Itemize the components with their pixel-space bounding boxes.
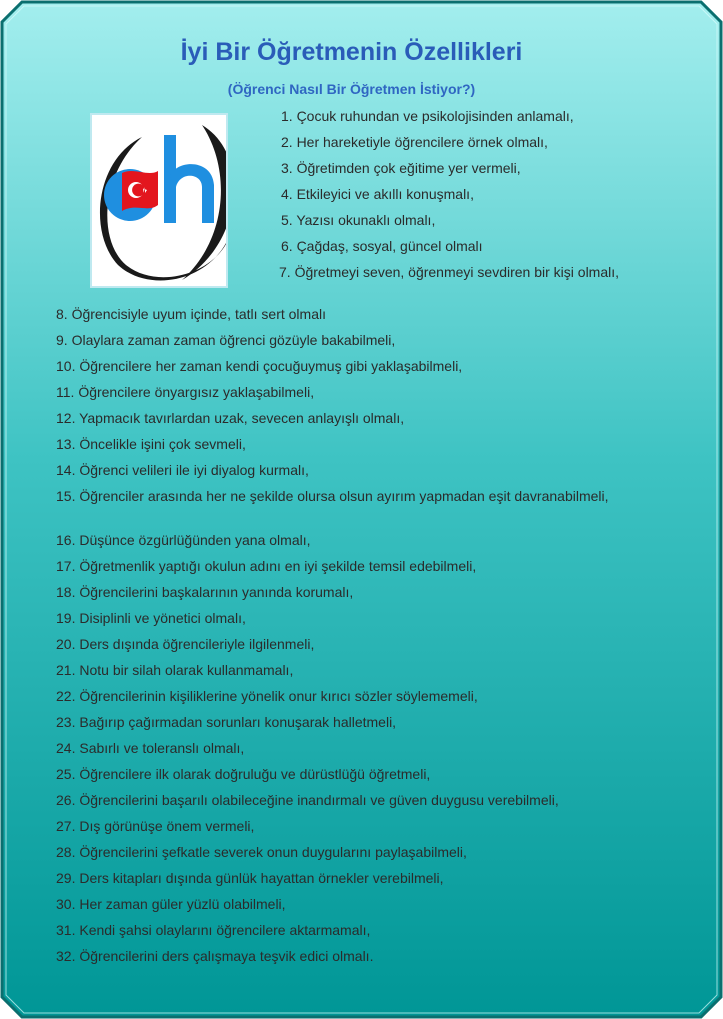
list-item: 3. Öğretimden çok eğitime yer vermeli, [281,160,521,176]
list-item: 25. Öğrencilere ilk olarak doğruluğu ve dürüstlüğü öğretmeli, [56,766,431,782]
list-item: 24. Sabırlı ve toleranslı olmalı, [56,740,245,756]
list-item: 28. Öğrencilerini şefkatle severek onun duygularını paylaşabilmeli, [56,844,467,860]
list-item: 13. Öncelikle işini çok sevmeli, [56,436,246,452]
list-item: 4. Etkileyici ve akıllı konuşmalı, [281,186,474,202]
list-item: 26. Öğrencilerini başarılı olabileceğine inandırmalı ve güven duygusu verebilmeli, [56,792,559,808]
list-item: 20. Ders dışında öğrencileriyle ilgilenmeli, [56,636,315,652]
list-item-text: 15. Öğrenciler arasında her ne şekilde olursa olsun ayırım yapmadan eşit davranabilmeli, [56,488,609,504]
page-title: İyi Bir Öğretmenin Özellikleri [180,38,523,66]
list-item: 31. Kendi şahsi olaylarını öğrencilere aktarmamalı, [56,922,371,938]
page-subtitle: (Öğrenci Nasıl Bir Öğretmen İstiyor?) [227,81,476,97]
list-item: 2. Her hareketiyle öğrencilere örnek olmalı, [281,134,548,150]
list-item: 29. Ders kitapları dışında günlük hayattan örnekler verebilmeli, [56,870,444,886]
list-item [56,487,648,505]
list-item: 23. Bağırıp çağırmadan sorunları konuşarak halletmeli, [56,714,397,730]
list-item: 11. Öğrencilere önyargısız yaklaşabilmeli, [56,384,315,400]
list-item: 7. Öğretmeyi seven, öğrenmeyi sevdiren bir kişi olmalı, [279,264,620,280]
list-item: 9. Olaylara zaman zaman öğrenci gözüyle bakabilmeli, [56,332,396,348]
list-item: 8. Öğrencisiyle uyum içinde, tatlı sert olmalı [56,306,326,322]
list-item: 1. Çocuk ruhundan ve psikolojisinden anlamalı, [281,108,574,124]
list-item: 19. Disiplinli ve yönetici olmalı, [56,610,246,626]
list-item: 27. Dış görünüşe önem vermeli, [56,818,255,834]
list-item: 5. Yazısı okunaklı olmalı, [281,212,436,228]
list-item: 32. Öğrencilerini ders çalışmaya teşvik edici olmalı. [56,948,374,964]
list-item: 22. Öğrencilerinin kişiliklerine yönelik onur kırıcı sözler söylememeli, [56,688,478,704]
logo-image [90,113,228,288]
list-item: 12. Yapmacık tavırlardan uzak, sevecen anlayışlı olmalı, [56,410,405,426]
list-item: 21. Notu bir silah olarak kullanmamalı, [56,662,294,678]
list-item: 18. Öğrencilerini başkalarının yanında korumalı, [56,584,354,600]
list-item: 10. Öğrencilere her zaman kendi çocuğuymuş gibi yaklaşabilmeli, [56,358,463,374]
list-item: 30. Her zaman güler yüzlü olabilmeli, [56,896,286,912]
list-item: 14. Öğrenci velileri ile iyi diyalog kurmalı, [56,462,309,478]
list-item: 17. Öğretmenlik yaptığı okulun adını en iyi şekilde temsil edebilmeli, [56,558,477,574]
oh-logo-icon [92,115,226,286]
list-item: 16. Düşünce özgürlüğünden yana olmalı, [56,532,311,548]
list-item: 6. Çağdaş, sosyal, güncel olmalı [281,238,483,254]
